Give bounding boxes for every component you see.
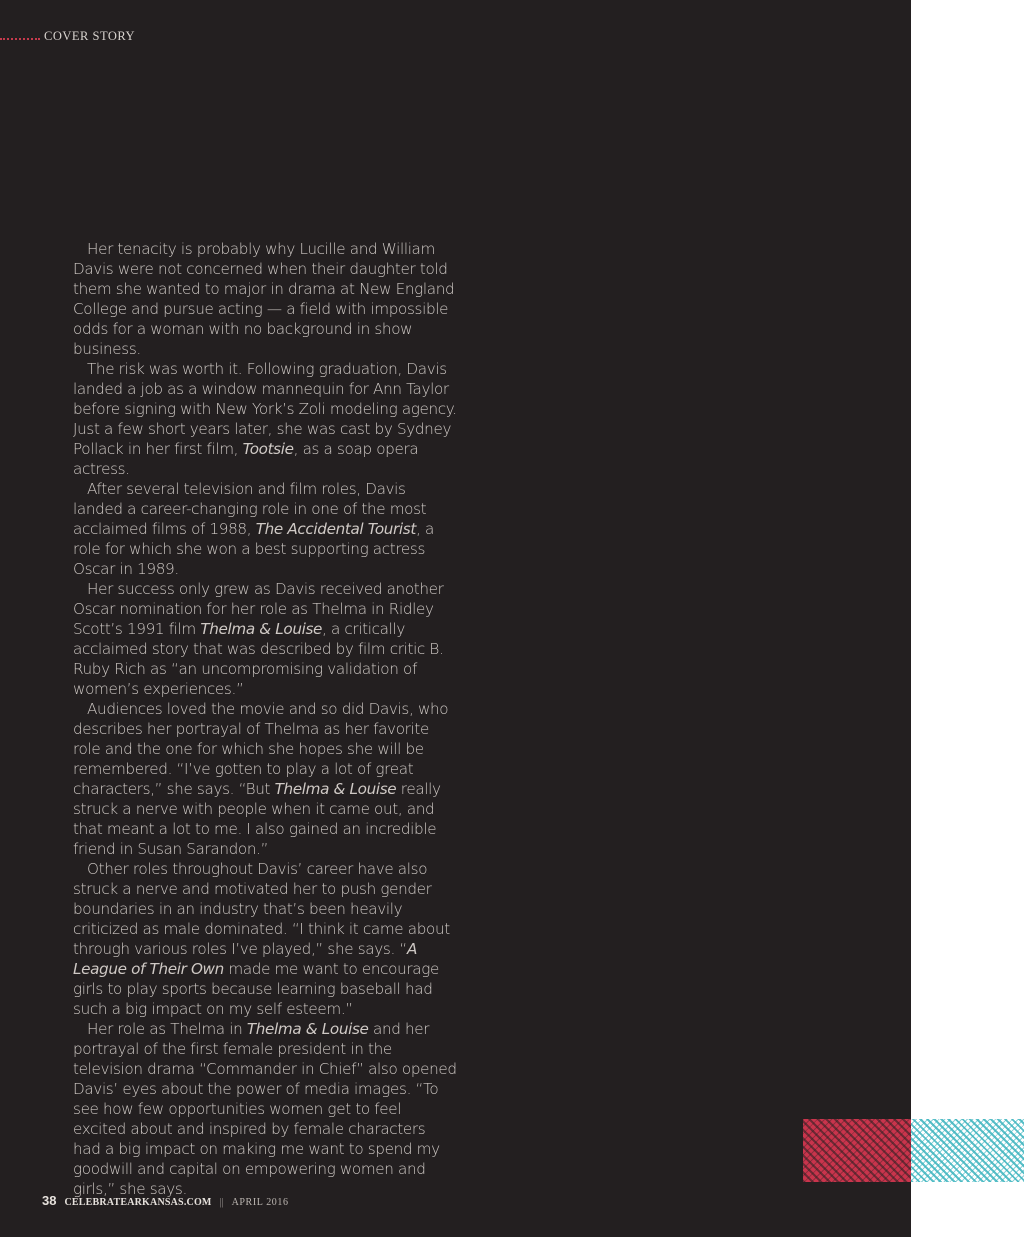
article-paragraph bbox=[73, 479, 457, 579]
section-label: COVER STORY bbox=[44, 29, 136, 43]
website-label: CELEBRATEARKANSAS.COM bbox=[64, 1197, 212, 1208]
italic-title: Thelma & Louise bbox=[246, 1020, 369, 1038]
text-run: Her success only grew as Davis received another Oscar nomination for her role as Thelma in Ridley Scott’s 1991 film bbox=[73, 580, 444, 638]
text-run: and her portrayal of the first female president in the television drama “Commander in Chief” also opened Davis’ eyes about the power of media images. “To see how few opportunities women get to feel excited about and inspired by female characters had a big impact on making me want to spend my goodwill and capital on empowering women and girls,” she says. bbox=[73, 1020, 457, 1198]
text-run: Audiences loved the movie and so did Davis, who describes her portrayal of Thelma as her favorite role and the one for which she hopes she will be remembered. “I’ve gotten to play a lot of great characters,” she says. “But bbox=[73, 700, 449, 798]
italic-title: A League of Their Own bbox=[73, 940, 417, 978]
teal-texture-block bbox=[911, 1119, 1024, 1182]
text-run: , a critically acclaimed story that was described by film critic B. Ruby Rich as “an uncompromising validation of women’s experiences.” bbox=[73, 620, 444, 698]
text-run: , a role for which she won a best supporting actress Oscar in 1989. bbox=[73, 520, 434, 578]
article-paragraph bbox=[73, 579, 457, 699]
article-paragraph bbox=[73, 1019, 457, 1199]
issue-date: APRIL 2016 bbox=[231, 1197, 289, 1208]
text-run: Other roles throughout Davis’ career have also struck a nerve and motivated her to push gender boundaries in an industry that’s been heavily criticized as male dominated. “I think it came about through various roles I’ve played,” she says. “ bbox=[73, 860, 450, 958]
red-texture-block bbox=[803, 1119, 911, 1182]
text-run: The risk was worth it. Following graduation, Davis landed a job as a window mannequin for Ann Taylor before signing with New York’s Zoli modeling agency. Just a few short years later, she was cast by Sydney Pollack in her first film, bbox=[73, 360, 457, 458]
text-run: After several television and film roles, Davis landed a career-changing role in one of the most acclaimed films of 1988, bbox=[73, 480, 427, 538]
article-paragraph bbox=[73, 239, 457, 359]
page-margin bbox=[911, 0, 1024, 1237]
italic-title: Thelma & Louise bbox=[200, 620, 323, 638]
page-number: 38 bbox=[42, 1193, 57, 1208]
footer-separator: || bbox=[219, 1197, 224, 1208]
italic-title: Tootsie bbox=[242, 440, 294, 458]
italic-title: Thelma & Louise bbox=[274, 780, 397, 798]
text-run: Her role as Thelma in bbox=[87, 1020, 247, 1038]
article-body bbox=[73, 239, 457, 1199]
text-run: , as a soap opera actress. bbox=[73, 440, 419, 478]
text-run: Her tenacity is probably why Lucille and William Davis were not concerned when their daughter told them she wanted to major in drama at New England College and pursue acting — a field with impossible odds for a woman with no background in show business. bbox=[73, 240, 455, 358]
text-run: really struck a nerve with people when it came out, and that meant a lot to me. I also gained an incredible friend in Susan Sarandon.” bbox=[73, 780, 441, 858]
article-paragraph bbox=[73, 699, 457, 859]
dotted-rule bbox=[0, 38, 40, 40]
page-footer bbox=[42, 1193, 289, 1208]
article-paragraph bbox=[73, 859, 457, 1019]
italic-title: The Accidental Tourist bbox=[255, 520, 416, 538]
text-run: made me want to encourage girls to play sports because learning baseball had such a big impact on my self esteem.” bbox=[73, 960, 439, 1018]
article-paragraph bbox=[73, 359, 457, 479]
section-header bbox=[0, 29, 135, 44]
